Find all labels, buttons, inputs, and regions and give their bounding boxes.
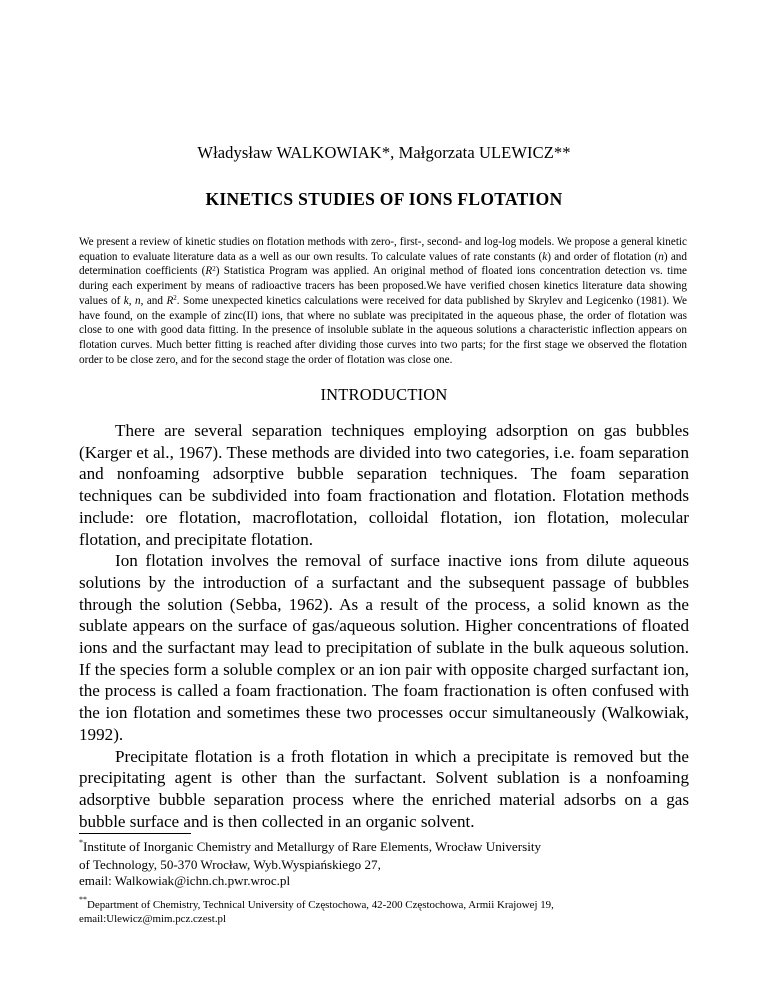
abstract-r2-symbol: R bbox=[205, 265, 213, 278]
authors-line: Władysław WALKOWIAK*, Małgorzata ULEWICZ** bbox=[197, 143, 571, 162]
affiliation-1-line-1: Institute of Inorganic Chemistry and Metallurgy of Rare Elements, Wrocław University bbox=[83, 839, 542, 854]
abstract-r2-exponent-2: 2 bbox=[173, 294, 177, 302]
affiliation-1-email: email: Walkowiak@ichn.ch.pwr.wroc.pl bbox=[79, 872, 291, 888]
abstract bbox=[79, 235, 687, 367]
abstract-n-symbol-2: n bbox=[135, 294, 141, 307]
introduction-paragraph-1: There are several separation techniques employing adsorption on gas bubbles (Karger et al., 1967). These methods are divided into two categories, i.e. foam separation and nonfoaming adsorptive bubble separation techniques. The foam separation techniques can be subdivided into foam fractionation and flotation. Flotation methods include: ore flotation, macroflotation, colloidal flotation, ion flotation, molecular flotation, and precipitate flotation. bbox=[79, 421, 689, 549]
introduction-heading: INTRODUCTION bbox=[320, 385, 448, 404]
footnote-divider bbox=[79, 833, 191, 834]
abstract-r2-exponent: 2 bbox=[212, 264, 216, 273]
abstract-k-symbol-2: k bbox=[123, 294, 129, 307]
introduction-paragraph-3: Precipitate flotation is a froth flotation in which a precipitate is removed but the precipitating agent is other than the surfactant. Solvent sublation is a nonfoaming adsorptive bubble separation process where the enriched material adsorbs on a gas bubble surface and is then collected in an organic solvent. bbox=[79, 746, 689, 831]
abstract-text-5: . Some unexpected kinetics calculations were received for data published by Skrylev and Legicenko (1981). We have found, on the example of zinc(II) ions, that where no sublate was precipitated in the aqueous phase, the order of flotation was close to one with good data fitting. In the presence of insoluble sublate in the aqueous solutions a characteristic inflection appears on flotation curves. Much better fitting is reached after dividing those curves into two parts; for the first stage we observed the flotation order to be close zero, and for the second stage the order of flotation was close one. bbox=[79, 294, 688, 366]
abstract-k-symbol: k bbox=[542, 250, 548, 263]
paper-title: KINETICS STUDIES OF IONS FLOTATION bbox=[205, 189, 563, 209]
abstract-r2-symbol-2: R bbox=[166, 294, 174, 307]
affiliation-1-line-2: of Technology, 50-370 Wrocław, Wyb.Wyspiańskiego 27, bbox=[79, 856, 381, 872]
abstract-n-symbol: n bbox=[658, 250, 664, 263]
footnote-affiliation-2 bbox=[79, 895, 699, 926]
abstract-sep-2: , and bbox=[140, 294, 167, 307]
introduction-paragraph-2: Ion flotation involves the removal of surface inactive ions from dilute aqueous solutions by the introduction of a surfactant and the subsequent passage of bubbles through the solution (Sebba, 1962). As a result of the process, a solid known as the sublate appears on the surface of gas/aqueous solution. Higher concentrations of floated ions and the surfactant may lead to precipitation of sublate in the bulk aqueous solution. If the species form a soluble complex or an ion pair with opposite charged surfactant ion, the process is called a foam fractionation. The foam fractionation is often confused with the ion flotation and sometimes these two processes occur simultaneously (Walkowiak, 1992). bbox=[79, 551, 689, 744]
affiliation-2-line-1: Department of Chemistry, Technical University of Częstochowa, 42-200 Częstochowa, Armii Krajowej 19, bbox=[87, 899, 554, 911]
abstract-text-2: ) and order of flotation ( bbox=[547, 250, 659, 263]
affiliation-2-email: email:Ulewicz@mim.pcz.czest.pl bbox=[79, 912, 227, 925]
footnote-mark-1: * bbox=[79, 838, 83, 847]
footnote-mark-2: ** bbox=[79, 895, 87, 904]
abstract-text-1: We present a review of kinetic studies on flotation methods with zero-, first-, second- and log-log models. We propose a general kinetic equation to evaluate literature data as a well as our own results. To calculate values of rate constants ( bbox=[79, 236, 687, 263]
abstract-text-4: ) Statistica Program was applied. An original method of floated ions concentration detection vs. time during each experiment by means of radioactive tracers has been proposed.We have verified chosen kinetics literature data showing values of bbox=[79, 265, 687, 307]
abstract-sep-1: , bbox=[128, 294, 135, 307]
introduction-body bbox=[79, 420, 689, 832]
footnote-affiliation-1 bbox=[79, 839, 699, 888]
abstract-text-3: ) and determination coefficients ( bbox=[79, 250, 687, 278]
